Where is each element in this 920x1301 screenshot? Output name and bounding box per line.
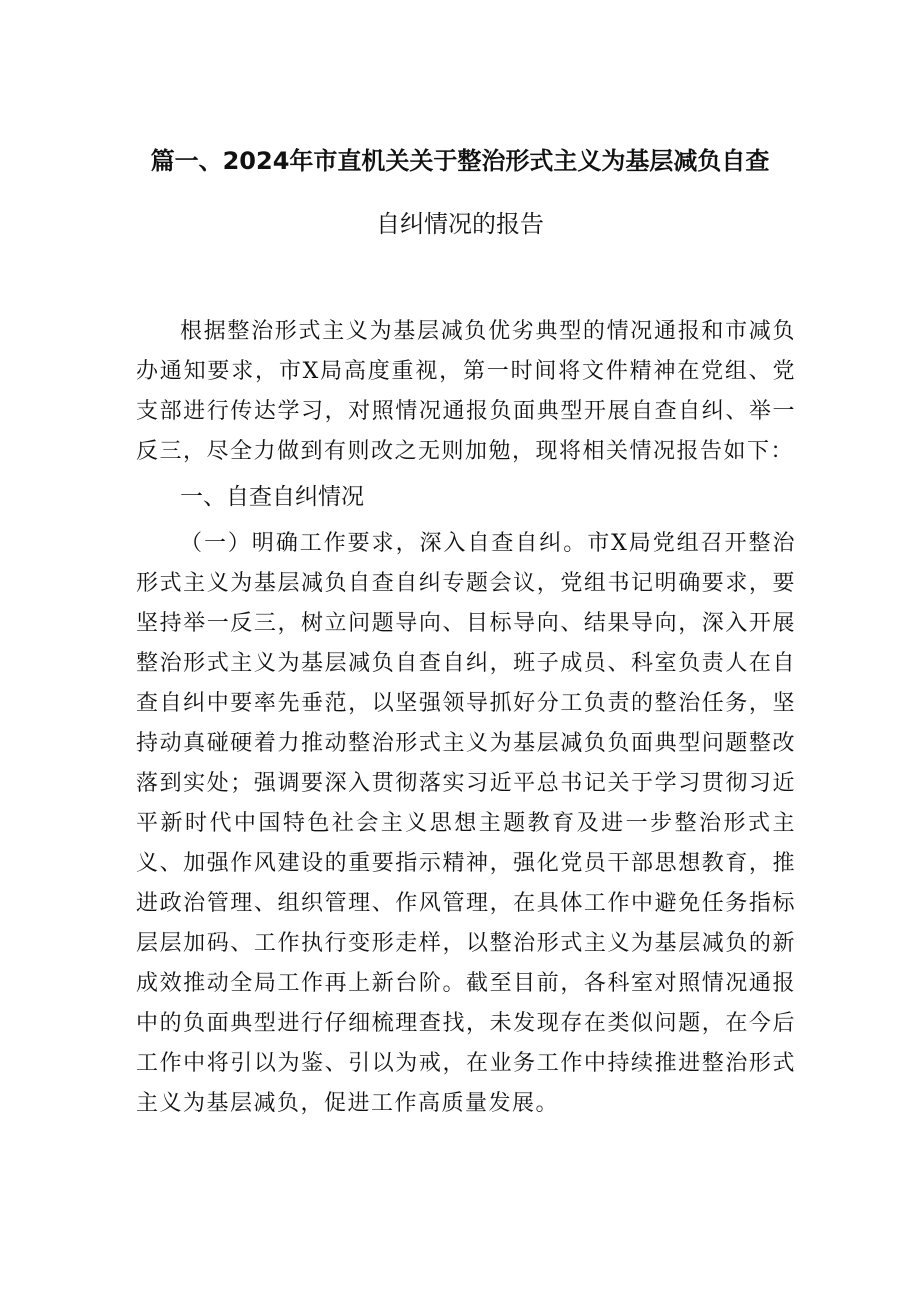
section-1-paragraph-1: （一）明确工作要求，深入自查自纠。市X局党组召开整治形式主义为基层减负自查自纠专题会议，党组书记明确要求，要坚持举一反三，树立问题导向、目标导向、结果导向，深入开展整治形式主义为基层减负自查自纠，班子成员、科室负责人在自查自纠中要率先垂范，以坚强领导抓好分工负责的整治任务，坚持动真碰硬着力推动整治形式主义为基层减负负面典型问题整改落到实处；强调要深入贯彻落实习近平总书记关于学习贯彻习近平新时代中国特色社会主义思想主题教育及进一步整治形式主义、加强作风建设的重要指示精神，强化党员干部思想教育，推进政治管理、组织管理、作风管理，在具体工作中避免任务指标层层加码、工作执行变形走样，以整治形式主义为基层减负的新成效推动全局工作再上新台阶。截至目前，各科室对照情况通报中的负面典型进行仔细梳理查找，未发现存在类似问题，在今后工作中将引以为鉴、引以为戒，在业务工作中持续推进整治形式主义为基层减负，促进工作高质量发展。: [136, 531, 796, 1116]
section-1-heading: 一、自查自纠情况: [180, 484, 364, 510]
intro-paragraph: 根据整治形式主义为基层减负优劣典型的情况通报和市减负办通知要求，市X局高度重视，第一时间将文件精神在党组、党支部进行传达学习，对照情况通报负面典型开展自查自纠、举一反三，尽全力做到有则改之无则加勉，现将相关情况报告如下：: [136, 319, 796, 464]
document-title-line-1: 篇一、2024年市直机关关于整治形式主义为基层减负自查: [150, 147, 770, 175]
document-title-line-2: 自纠情况的报告: [376, 210, 544, 238]
